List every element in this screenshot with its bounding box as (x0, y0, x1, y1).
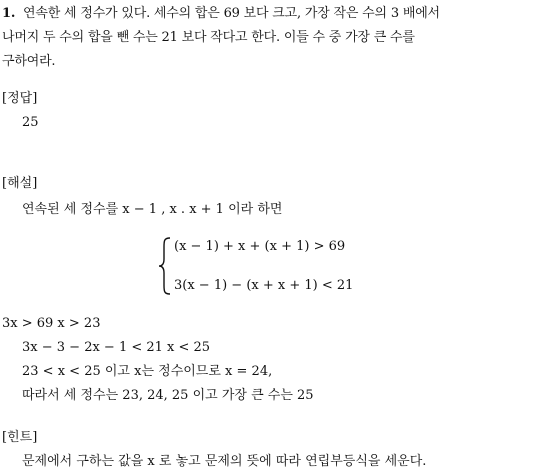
problem-line-1 (2, 2, 532, 26)
step-3: 23 < x < 25 이고 x는 정수이므로 x = 24, (22, 364, 273, 379)
problem-statement (2, 2, 532, 74)
system-line-2: 3(x − 1) − (x + x + 1) < 21 (174, 278, 354, 293)
problem-number: 1. (2, 6, 16, 21)
answer-value: 25 (22, 115, 39, 130)
hint-label: [힌트] (2, 430, 38, 445)
problem-line-2: 나머지 두 수의 합을 뺀 수는 21 보다 작다고 한다. 이들 수 중 가장 큰 수를 (2, 30, 415, 45)
step-4: 따라서 세 정수는 23, 24, 25 이고 가장 큰 수는 25 (22, 388, 314, 403)
system-line-1: (x − 1) + x + (x + 1) > 69 (174, 239, 346, 254)
answer-label: [정답] (2, 91, 38, 106)
solution-intro: 연속된 세 정수를 x − 1 , x . x + 1 이라 하면 (22, 202, 283, 217)
problem-line-3: 구하여라. (2, 54, 56, 69)
problem-text-1: 연속한 세 정수가 있다. 세수의 합은 69 보다 크고, 가장 작은 수의 3 배에서 (23, 6, 440, 21)
step-2: 3x − 3 − 2x − 1 < 21 x < 25 (22, 340, 211, 355)
left-brace-icon (158, 237, 172, 295)
inequality-system (158, 236, 353, 296)
step-1: 3x > 69 x > 23 (2, 316, 101, 331)
solution-label: [해설] (2, 176, 38, 191)
hint-text: 문제에서 구하는 값을 x 로 놓고 문제의 뜻에 따라 연립부등식을 세운다. (22, 454, 427, 469)
